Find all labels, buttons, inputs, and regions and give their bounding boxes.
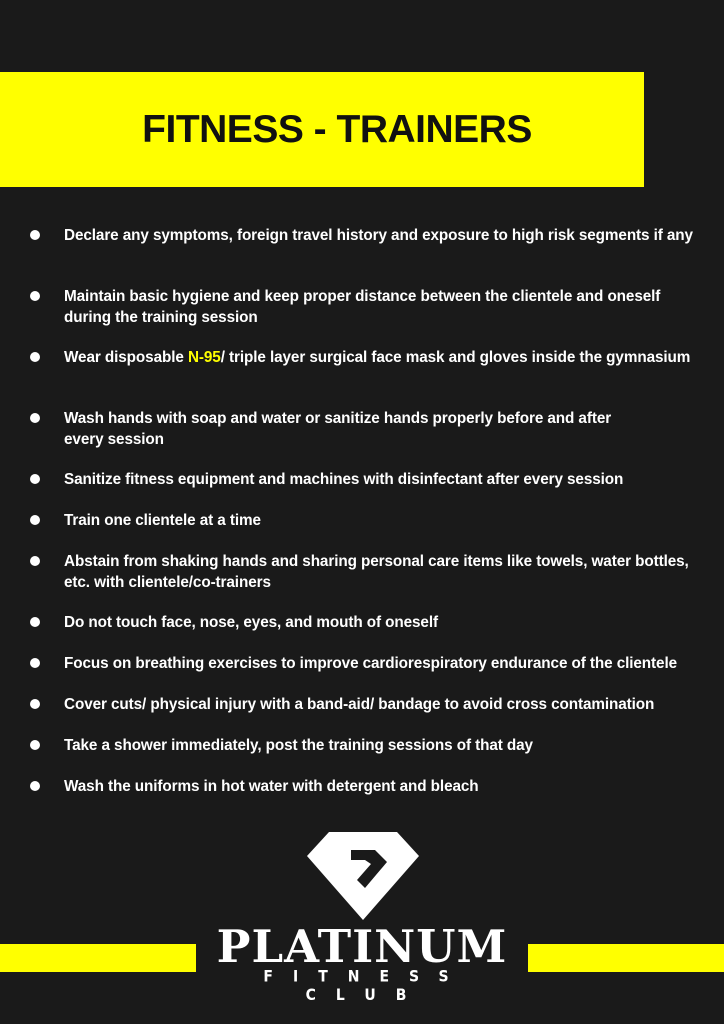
bullet-icon <box>30 413 40 423</box>
list-item <box>64 776 704 797</box>
brand-name: PLATINUM <box>216 920 508 973</box>
bullet-icon <box>30 474 40 484</box>
list-item <box>64 694 704 715</box>
bullet-icon <box>30 617 40 627</box>
list-item <box>64 408 704 450</box>
bullet-icon <box>30 740 40 750</box>
bullet-icon <box>30 781 40 791</box>
list-item <box>64 469 704 490</box>
bullet-icon <box>30 291 40 301</box>
rule-text-part: Wear disposable <box>64 349 188 366</box>
rule-text: Sanitize fitness equipment and machines with disinfectant after every session <box>64 471 624 488</box>
brand-stripe-left <box>0 944 196 972</box>
rule-text: Wash the uniforms in hot water with detergent and bleach <box>64 778 479 795</box>
rule-text-part: / triple layer surgical face mask and gloves inside the gymnasium <box>220 349 691 366</box>
mask-type-highlight: N-95 <box>187 349 221 366</box>
rule-text: Abstain from shaking hands and sharing personal care items like towels, water bottles, etc. with clientele/co-trainers <box>64 553 689 591</box>
list-item <box>64 653 704 674</box>
bullet-icon <box>30 699 40 709</box>
rule-text: Maintain basic hygiene and keep proper distance between the clientele and oneself during the training session <box>64 288 661 326</box>
rule-text: Declare any symptoms, foreign travel history and exposure to high risk segments if any <box>64 227 693 244</box>
list-item <box>64 735 704 756</box>
list-item <box>64 286 704 328</box>
bullet-icon <box>30 556 40 566</box>
list-item <box>64 551 704 593</box>
title-banner <box>0 72 644 187</box>
page-title: FITNESS - TRAINERS <box>142 107 532 151</box>
bullet-icon <box>30 658 40 668</box>
rule-text: Take a shower immediately, post the training sessions of that day <box>64 737 533 754</box>
bullet-icon <box>30 515 40 525</box>
list-item <box>64 612 704 633</box>
brand-subtitle: FITNESS CLUB <box>263 967 469 1005</box>
brand-stripe-right <box>528 944 724 972</box>
list-item <box>64 225 704 246</box>
list-item <box>64 510 704 531</box>
bullet-icon <box>30 352 40 362</box>
bullet-icon <box>30 230 40 240</box>
rule-text: Focus on breathing exercises to improve cardiorespiratory endurance of the clientele <box>64 655 678 672</box>
platinum-diamond-logo-icon <box>307 832 419 920</box>
rule-text-line: every session <box>64 431 164 448</box>
rule-text <box>64 349 690 366</box>
rule-text-line: Wash hands with soap and water or sanitize hands properly before and after <box>64 410 612 427</box>
rule-text: Cover cuts/ physical injury with a band-aid/ bandage to avoid cross contamination <box>64 696 655 713</box>
rule-text: Train one clientele at a time <box>64 512 261 529</box>
list-item <box>64 347 704 368</box>
rule-text: Do not touch face, nose, eyes, and mouth of oneself <box>64 614 438 631</box>
rule-text <box>64 410 611 448</box>
